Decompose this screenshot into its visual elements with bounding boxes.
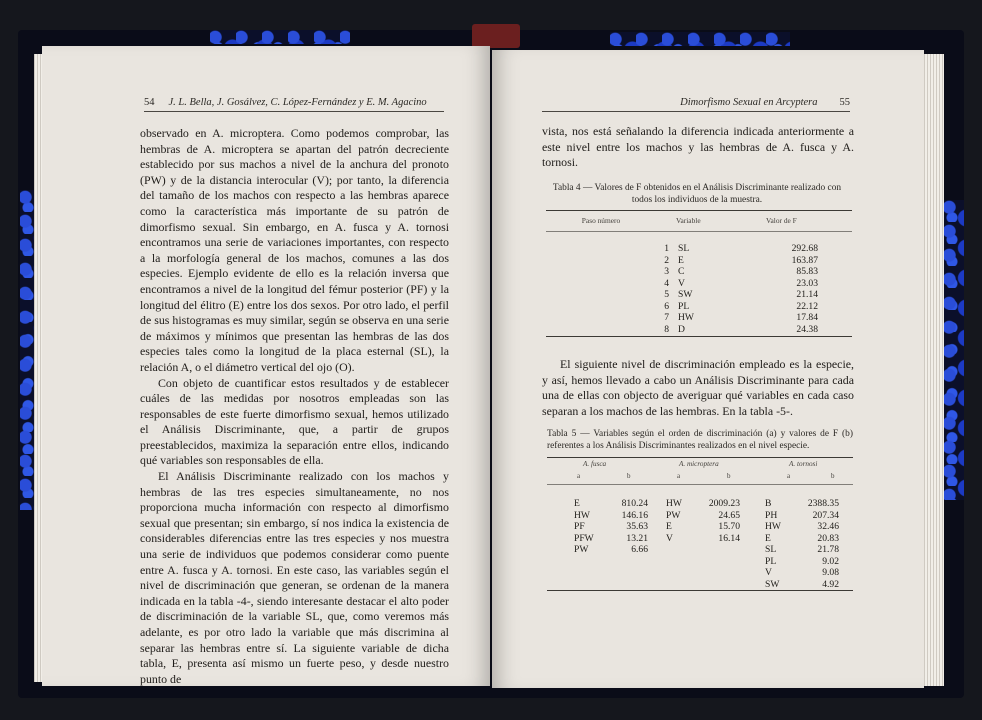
table5-cell-variable: PFW bbox=[574, 532, 594, 544]
table4-cell-fvalue: 23.03 bbox=[796, 277, 818, 289]
table5-species-microptera: A. microptera bbox=[679, 460, 719, 468]
table4-cell-variable: SL bbox=[678, 243, 690, 254]
table4-row bbox=[546, 243, 852, 255]
left-running-head-text: J. L. Bella, J. Gosálvez, C. López-Fernández y E. M. Agacino bbox=[168, 97, 427, 108]
left-paragraph-1: observado en A. microptera. Como podemos comprobar, las hembras de A. microptera se apartan del patrón decreciente establecido por sus machos a nivel de la anchura del pronoto (PW) y de la distancia interocular (V); por tanto, la diferencia del tamaño de los machos con respecto a las hembras aparece como la característica más importante de su patrón de dimorfismo sexual. Sin embargo, en A. fusca y A. tornosi encontramos una serie de variaciones importantes, con respecto a la morfología general de los machos, comunes a las dos especies. Ejemplo evidente de ello es la relación inversa que encontramos a nivel de la longitud del fémur posterior (PF) y la longitud del élitro (E) entre los dos sexos. Por otro lado, el perfil de sus histogramas es muy similar, según se observa en una serie de máximos y mínimos que presentan las hembras de las dos especies tales como la longitud de la placa esternal (SL), la relación A, o el diámetro vertical del ojo (O). bbox=[140, 126, 449, 374]
table4-cell-fvalue: 21.14 bbox=[796, 289, 818, 300]
table4-cell-variable: E bbox=[678, 254, 684, 266]
cover-pattern-top-left bbox=[210, 30, 350, 44]
table5-cell-variable: PW bbox=[666, 509, 681, 521]
table5-cell-fvalue: 35.63 bbox=[626, 521, 648, 532]
table5-caption: Tabla 5 — Variables según el orden de discriminación (a) y valores de F (b) referentes a los Análisis Discriminantes realizados en el nivel especie. bbox=[547, 429, 853, 452]
table5-cell-fvalue: 24.65 bbox=[718, 509, 740, 521]
table5-row bbox=[765, 544, 839, 556]
table4-header-row bbox=[546, 210, 852, 230]
table4-header-variable: Variable bbox=[676, 215, 701, 225]
cover-pattern-top-right bbox=[610, 32, 790, 46]
table5-cell-variable: B bbox=[765, 498, 772, 509]
table5-cell-fvalue: 9.08 bbox=[822, 567, 839, 578]
table4-row bbox=[546, 301, 852, 313]
table4-header-step: Paso número bbox=[581, 215, 621, 225]
table4-cell-step: 2 bbox=[664, 254, 669, 266]
table4-cell-fvalue: 292.68 bbox=[791, 243, 818, 254]
table5-cell-variable: V bbox=[666, 532, 673, 544]
table4-rows bbox=[546, 243, 852, 335]
table5-row bbox=[765, 510, 839, 522]
table4-cell-step: 3 bbox=[664, 266, 669, 277]
table5-cell-fvalue: 207.34 bbox=[812, 509, 839, 521]
table5-cell-variable: E bbox=[765, 532, 771, 544]
table5-species-fusca: A. fusca bbox=[583, 460, 607, 468]
table5-cell-fvalue: 21.78 bbox=[817, 544, 839, 555]
table5-cell-variable: E bbox=[666, 521, 672, 532]
table5-cell-variable: HW bbox=[574, 509, 590, 521]
table5-cell-fvalue: 2009.23 bbox=[708, 498, 740, 509]
table5-cell-variable: PH bbox=[765, 509, 778, 521]
table5-cell-variable: PF bbox=[574, 521, 585, 532]
table5-row bbox=[574, 544, 648, 556]
table5-row bbox=[666, 521, 740, 533]
table5-sub-a-3: a bbox=[787, 472, 791, 480]
table4-cell-step: 6 bbox=[664, 300, 669, 312]
table4-header-fvalue: Valor de F bbox=[766, 215, 797, 225]
table5-body bbox=[547, 498, 853, 588]
table5-cell-variable: V bbox=[765, 567, 772, 578]
table5-cell-fvalue: 810.24 bbox=[621, 498, 648, 509]
cover-pattern-right bbox=[944, 200, 964, 500]
table5-cell-fvalue: 13.21 bbox=[626, 532, 648, 544]
table4-cell-variable: V bbox=[678, 277, 685, 289]
table4-cell-variable: D bbox=[678, 323, 685, 335]
table5-row bbox=[574, 510, 648, 522]
table4-cell-variable: C bbox=[678, 266, 685, 277]
table5-sub-a-1: a bbox=[577, 472, 581, 480]
left-body-text bbox=[140, 126, 449, 687]
table4-row bbox=[546, 289, 852, 301]
table4-cell-step: 4 bbox=[664, 277, 669, 289]
right-running-head bbox=[542, 97, 850, 112]
table4-row bbox=[546, 266, 852, 278]
left-page-number: 54 bbox=[144, 97, 155, 108]
table5-cell-fvalue: 4.92 bbox=[822, 578, 839, 590]
left-paragraph-3: El Análisis Discriminante realizado con los machos y hembras de las tres especies simultaneamente, no nos proporciona mucha información con respecto al dimorfismo sexual que presentan; sin embargo, sí nos indica la existencia de considerables diferencias entre las tres especies y nos muestra una serie de individuos que podemos considerar como puente entre A. fusca y A. tornosi. En este caso, las variables según el nivel de discriminación que generan, se ordenan de la manera indicada en la tabla -4-, siendo interesante destacar el alto poder de discriminación de la variable SL, que, como veremos más adelante, es por otro lado la variable que más discrimina al separar las hembras entre sí. La siguiente variable de dicha tabla, E, presenta así mismo un fuerte peso, y desde nuestro punto de bbox=[140, 469, 449, 686]
table4-rule-bottom bbox=[546, 336, 852, 337]
table5-cell-fvalue: 20.83 bbox=[817, 532, 839, 544]
table4-row bbox=[546, 312, 852, 324]
table5-row bbox=[666, 498, 740, 510]
table5-rule-bottom bbox=[547, 590, 853, 591]
table4-cell-step: 5 bbox=[664, 289, 669, 300]
table4-cell-step: 7 bbox=[664, 312, 669, 323]
table4-row bbox=[546, 324, 852, 336]
table5-cell-fvalue: 15.70 bbox=[718, 521, 740, 532]
right-paragraph-2: El siguiente nivel de discriminación empleado es la especie, y así, hemos llevado a cabo un Análisis Discriminante para cada una de ellas con objecto de averiguar qué variables en cada caso separan a los machos de las hembras. En la tabla -5-. bbox=[542, 357, 854, 418]
table5-cell-variable: HW bbox=[765, 521, 781, 532]
table5-row bbox=[765, 567, 839, 579]
table5-row bbox=[666, 510, 740, 522]
right-running-head-text: Dimorfismo Sexual en Arcyptera bbox=[680, 97, 818, 108]
table5-sub-b-2: b bbox=[727, 472, 731, 480]
table5-row bbox=[666, 533, 740, 545]
table5-col-fusca bbox=[574, 498, 648, 556]
page-edges-right bbox=[922, 54, 944, 686]
table4-cell-fvalue: 22.12 bbox=[796, 300, 818, 312]
table5 bbox=[547, 458, 853, 588]
table5-cell-fvalue: 32.46 bbox=[817, 521, 839, 532]
table5-row bbox=[765, 579, 839, 591]
table5-cell-variable: E bbox=[574, 498, 580, 509]
table5-species-tornosi: A. tornosi bbox=[789, 460, 818, 468]
right-mid-text bbox=[542, 357, 854, 419]
table5-cell-variable: PW bbox=[574, 544, 589, 555]
left-paragraph-2: Con objeto de cuantificar estos resultados y de establecer cuáles de las medidas por nosotros empleadas son las responsables de este fuerte dimorfismo sexual, hemos utilizado el Análisis Discriminante, que, a partir de grupos preestablecidos, maximiza la separación entre ellos, indicando qué variables son responsables de ella. bbox=[140, 375, 449, 468]
table5-cell-fvalue: 2388.35 bbox=[807, 498, 839, 509]
table5-row bbox=[765, 556, 839, 568]
left-running-head bbox=[144, 97, 444, 112]
table5-cell-fvalue: 146.16 bbox=[621, 509, 648, 521]
right-top-text bbox=[542, 124, 854, 171]
table4-cell-step: 1 bbox=[664, 243, 669, 254]
table5-cell-variable: SW bbox=[765, 578, 780, 590]
table4-cell-fvalue: 163.87 bbox=[791, 254, 818, 266]
table5-col-microptera bbox=[666, 498, 740, 544]
table5-row bbox=[574, 498, 648, 510]
table5-sub-b-3: b bbox=[831, 472, 835, 480]
table4-row bbox=[546, 255, 852, 267]
table5-row bbox=[765, 498, 839, 510]
table4-cell-fvalue: 24.38 bbox=[796, 323, 818, 335]
table4-cell-variable: HW bbox=[678, 312, 694, 323]
table4-cell-fvalue: 17.84 bbox=[796, 312, 818, 323]
table5-cell-variable: HW bbox=[666, 498, 682, 509]
table5-cell-fvalue: 16.14 bbox=[718, 532, 740, 544]
table5-cell-variable: PL bbox=[765, 555, 777, 567]
table5-row bbox=[574, 521, 648, 533]
table5-cell-fvalue: 6.66 bbox=[631, 544, 648, 555]
table5-row bbox=[765, 533, 839, 545]
table4-cell-variable: SW bbox=[678, 289, 693, 300]
table4-caption: Tabla 4 — Valores de F obtenidos en el Análisis Discriminante realizado con todos los individuos de la muestra. bbox=[552, 183, 842, 206]
table5-row bbox=[765, 521, 839, 533]
book-spine bbox=[472, 24, 520, 48]
table5-cell-variable: SL bbox=[765, 544, 777, 555]
table4-cell-fvalue: 85.83 bbox=[796, 266, 818, 277]
table5-row bbox=[574, 533, 648, 545]
table4-cell-step: 8 bbox=[664, 323, 669, 335]
table5-sub-a-2: a bbox=[677, 472, 681, 480]
table5-species-row bbox=[547, 458, 853, 470]
table4-row bbox=[546, 278, 852, 290]
table5-col-tornosi bbox=[765, 498, 839, 590]
table4 bbox=[546, 210, 852, 335]
table5-subheader-row bbox=[547, 470, 853, 482]
right-page-number: 55 bbox=[839, 97, 850, 108]
table4-cell-variable: PL bbox=[678, 300, 690, 312]
table5-sub-b-1: b bbox=[627, 472, 631, 480]
right-paragraph-1: vista, nos está señalando la diferencia indicada anteriormente a este nivel entre los machos y las hembras de A. fusca y A. tornosi. bbox=[542, 124, 854, 170]
table5-cell-fvalue: 9.02 bbox=[822, 555, 839, 567]
